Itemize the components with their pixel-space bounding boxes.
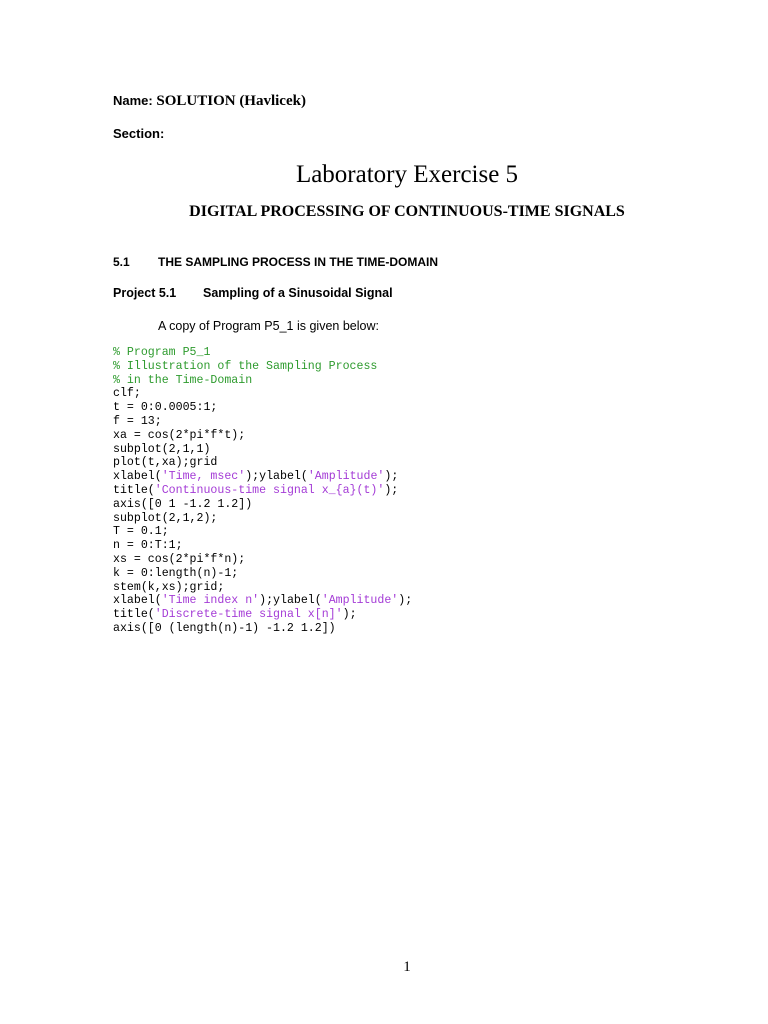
code-line: [113, 360, 412, 374]
intro-text: A copy of Program P5_1 is given below:: [158, 319, 379, 333]
code-text: axis([0 (length(n)-1) -1.2 1.2]): [113, 621, 336, 635]
code-line: [113, 374, 412, 388]
code-listing: [113, 346, 412, 636]
code-line: [113, 567, 412, 581]
code-line: [113, 470, 412, 484]
document-subtitle: DIGITAL PROCESSING OF CONTINUOUS-TIME SIGNALS: [189, 203, 625, 220]
code-line: [113, 443, 412, 457]
code-string: 'Discrete-time signal x[n]': [154, 608, 343, 622]
code-text: title(: [113, 483, 155, 497]
name-label: Name:: [113, 93, 153, 108]
page-number: 1: [403, 959, 411, 975]
code-string: 'Amplitude': [321, 594, 399, 608]
code-text: stem(k,xs);grid;: [113, 580, 225, 594]
code-line: [113, 401, 412, 415]
code-comment: % in the Time-Domain: [113, 373, 253, 387]
code-string: 'Time, msec': [161, 470, 246, 484]
code-line: [113, 415, 412, 429]
code-text: plot(t,xa);grid: [113, 456, 218, 470]
code-line: [113, 512, 412, 526]
code-text: title(: [113, 608, 155, 622]
code-line: [113, 484, 412, 498]
code-text: );: [342, 608, 357, 622]
project-number: Project 5.1: [113, 286, 177, 300]
code-string: 'Amplitude': [307, 470, 385, 484]
project-title: Sampling of a Sinusoidal Signal: [203, 286, 393, 300]
code-text: xlabel(: [113, 470, 162, 484]
code-text: n = 0:T:1;: [113, 539, 183, 553]
code-text: t = 0:0.0005:1;: [113, 401, 218, 415]
code-line: [113, 553, 412, 567]
code-line: [113, 594, 412, 608]
code-line: [113, 525, 412, 539]
code-line: [113, 608, 412, 622]
section-title: THE SAMPLING PROCESS IN THE TIME-DOMAIN: [158, 255, 439, 269]
code-line: [113, 539, 412, 553]
code-text: );ylabel(: [259, 594, 322, 608]
code-comment: % Program P5_1: [113, 346, 211, 359]
code-text: clf;: [113, 387, 141, 401]
code-text: );: [384, 470, 399, 484]
code-text: xs = cos(2*pi*f*n);: [113, 552, 246, 566]
code-line: [113, 456, 412, 470]
name-line: [113, 93, 306, 110]
code-text: subplot(2,1,2);: [113, 511, 218, 525]
code-text: xa = cos(2*pi*f*t);: [113, 428, 246, 442]
code-text: f = 13;: [113, 414, 162, 428]
section-label: Section:: [113, 126, 165, 141]
code-text: );: [398, 594, 413, 608]
document-title: Laboratory Exercise 5: [295, 161, 519, 188]
code-comment: % Illustration of the Sampling Process: [113, 359, 378, 373]
code-string: 'Continuous-time signal x_{a}(t)': [154, 483, 385, 497]
code-text: axis([0 1 -1.2 1.2]): [113, 497, 253, 511]
section-number: 5.1: [113, 255, 130, 269]
code-line: [113, 429, 412, 443]
code-line: [113, 622, 412, 636]
code-text: k = 0:length(n)-1;: [113, 566, 239, 580]
code-text: );ylabel(: [245, 470, 308, 484]
code-string: 'Time index n': [161, 594, 260, 608]
code-text: T = 0.1;: [113, 525, 169, 539]
name-value: SOLUTION (Havlicek): [156, 93, 306, 109]
code-line: [113, 387, 412, 401]
code-text: subplot(2,1,1): [113, 442, 211, 456]
code-text: );: [384, 483, 399, 497]
code-line: [113, 581, 412, 595]
code-line: [113, 346, 412, 360]
code-line: [113, 498, 412, 512]
code-text: xlabel(: [113, 594, 162, 608]
